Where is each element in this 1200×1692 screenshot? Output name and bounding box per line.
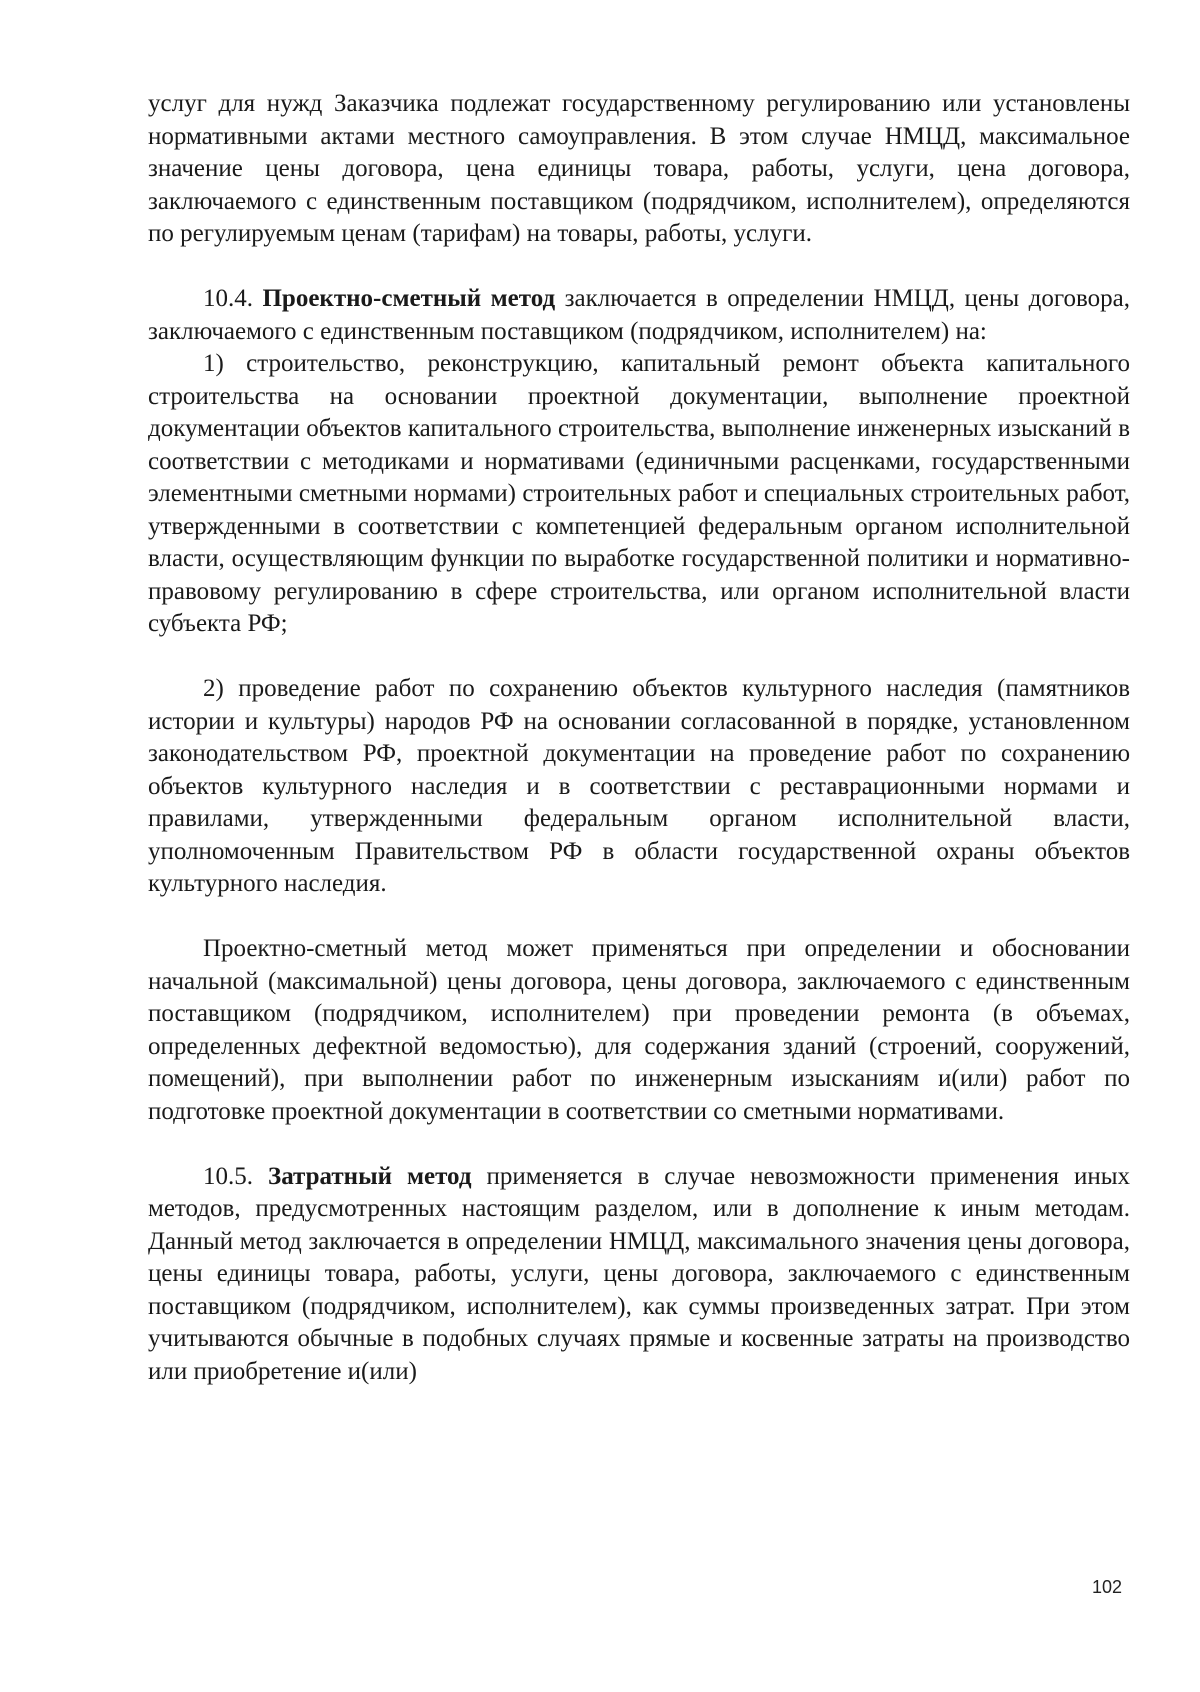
section-10-5 [148,1161,1130,1389]
page-number: 102 [1092,1577,1123,1597]
list-item-1 [148,348,1130,641]
paragraph-method-application-text: Проектно-сметный метод может применяться при определении и обосновании начальной (максимальной) цены договора, цены договора, заключаемого с единственным поставщиком (подрядчиком, исполнителем) при проведении ремонта (в объемах, определенных дефектной ведомостью), для содержания зданий (строений, сооружений, помещений), при выполнении работ по инженерным изысканиям и(или) работ по подготовке проектной документации в соответствии со сметными нормативами. [148,935,1130,1125]
paragraph-regulated-prices [148,88,1130,251]
paragraph-gap [148,251,1130,284]
paragraph-gap [148,1128,1130,1161]
section-10-4-term: Проектно-сметный метод [262,285,556,312]
section-10-5-number: 10.5. [203,1162,253,1190]
paragraph-regulated-prices-text: услуг для нужд Заказчика подлежат государственному регулированию или установлены нормативными актами местного самоуправления. В этом случае НМЦД, максимальное значение цены договора, цена единицы товара, работы, услуги, цена договора, заключаемого с единственным поставщиком (подрядчиком, исполнителем), определяются по регулируемым ценам (тарифам) на товары, работы, услуги. [148,90,1130,247]
section-10-4 [148,283,1130,348]
section-10-4-number: 10.4. [203,285,253,312]
paragraph-gap [148,901,1130,934]
list-item-2-text: 2) проведение работ по сохранению объектов культурного наследия (памятников истории и культуры) народов РФ на основании согласованной в порядке, установленном законодательством РФ, проектной документации на проведение работ по сохранению объектов культурного наследия и в соответствии с реставрационными нормами и правилами, утвержденными федеральным органом исполнительной власти, уполномоченным Правительством РФ в области государственной охраны объектов культурного наследия. [148,675,1130,897]
section-10-4-text: заключается в определении НМЦД, цены договора, заключаемого с единственным поставщиком (подрядчиком, исполнителем) на: [148,285,1131,345]
section-10-5-term: Затратный метод [268,1162,472,1190]
section-10-5-text: применяется в случае невозможности применения иных методов, предусмотренных настоящим разделом, или в дополнение к иным методам. Данный метод заключается в определении НМЦД, максимального значения цены договора, цены единицы товара, работы, услуги, цены договора, заключаемого с единственным поставщиком (подрядчиком, исполнителем), как суммы произведенных затрат. При этом учитываются обычные в подобных случаях прямые и косвенные затраты на производство или приобретение и(или) [148,1162,1131,1385]
document-body [148,88,1130,1388]
paragraph-gap [148,641,1130,674]
list-item-2 [148,673,1130,901]
list-item-1-text: 1) строительство, реконструкцию, капитальный ремонт объекта капитального строительства на основании проектной документации, выполнение проектной документации объектов капитального строительства, выполнение инженерных изысканий в соответствии с методиками и нормативами (единичными расценками, государственными элементными сметными нормами) строительных работ и специальных строительных работ, утвержденными в соответствии с компетенцией федеральным органом исполнительной власти, осуществляющим функции по выработке государственной политики и нормативно-правовому регулированию в сфере строительства, или органом исполнительной власти субъекта РФ; [148,350,1130,637]
paragraph-method-application [148,933,1130,1128]
